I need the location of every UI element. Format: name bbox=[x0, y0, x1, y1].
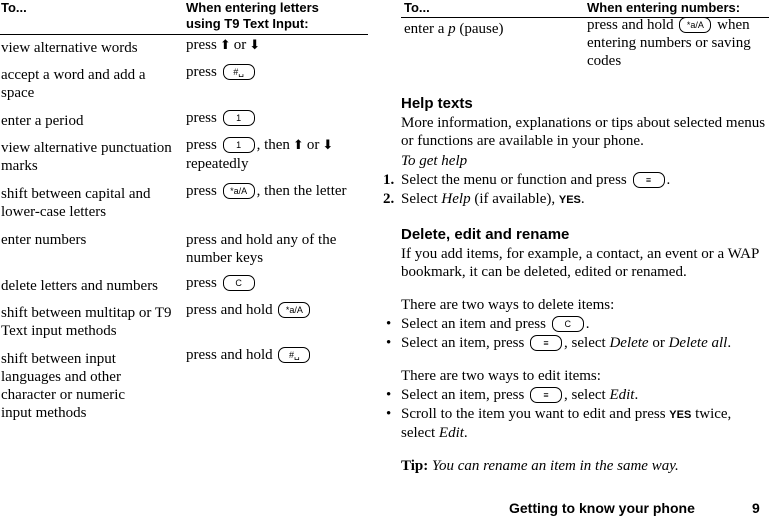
row-how-5: press *a/A , then the letter bbox=[186, 183, 347, 199]
help-intro: More information, explanations or tips about selected menus or functions are available in your phone. bbox=[401, 115, 766, 149]
left-header-to: To... bbox=[1, 0, 27, 15]
edit-ways-intro: There are two ways to edit items: bbox=[401, 368, 601, 384]
row-how-8: press and hold *a/A bbox=[186, 301, 366, 319]
row-how-2: press #␣ bbox=[186, 63, 366, 81]
bullet: • bbox=[386, 316, 392, 332]
left-header-rule bbox=[0, 34, 368, 35]
clear-key-icon: C bbox=[552, 316, 584, 332]
bullet: • bbox=[386, 335, 392, 351]
delete-intro: If you add items, for example, a contact, an event or a WAP bookmark, it can be deleted, edited or renamed. bbox=[401, 246, 759, 280]
menu-key-icon: ≡ bbox=[633, 172, 665, 188]
up-arrow-icon: ⬆ bbox=[292, 138, 304, 153]
up-arrow-icon: ⬆ bbox=[219, 38, 231, 53]
clear-key-icon: C bbox=[223, 275, 255, 291]
page-number: 9 bbox=[752, 500, 760, 516]
down-arrow-icon: ⬇ bbox=[249, 38, 261, 53]
one-key-icon: 1 bbox=[223, 110, 255, 126]
delete-way-1: Select an item and press C . bbox=[401, 316, 590, 332]
edit-way-1: Select an item, press ≡ , select Edit. bbox=[401, 387, 639, 403]
row-task-1: view alternative words bbox=[1, 40, 138, 56]
right-header-to: To... bbox=[404, 0, 430, 15]
footer-section-title: Getting to know your phone bbox=[509, 500, 695, 516]
help-step1: Select the menu or function and press ≡ . bbox=[401, 172, 671, 188]
edit-way-2: Scroll to the item you want to edit and press YES twice, select Edit. bbox=[401, 406, 732, 441]
right-row-how: press and hold *a/A when entering numbers or saving codes bbox=[587, 17, 751, 69]
delete-way-2: Select an item, press ≡ , select Delete or Delete all. bbox=[401, 335, 732, 351]
tip: Tip: You can rename an item in the same way. bbox=[401, 458, 679, 474]
help-subtitle: To get help bbox=[401, 153, 468, 169]
row-task-2: accept a word and add a space bbox=[1, 67, 146, 101]
help-title: Help texts bbox=[401, 95, 473, 112]
hash-key-icon: #␣ bbox=[223, 64, 255, 80]
menu-key-icon: ≡ bbox=[530, 335, 562, 351]
hash-key-icon: #␣ bbox=[278, 347, 310, 363]
yes-key-label: YES bbox=[558, 194, 581, 206]
bullet: • bbox=[386, 406, 392, 422]
row-task-7: delete letters and numbers bbox=[1, 278, 159, 294]
help-step1-num: 1. bbox=[383, 172, 395, 188]
help-step2: Select Help (if available), YES. bbox=[401, 191, 585, 207]
row-task-3: enter a period bbox=[1, 113, 84, 129]
row-task-5: shift between capital and lower-case letters bbox=[1, 186, 151, 220]
right-row-task: enter a p (pause) bbox=[404, 21, 504, 37]
right-header-when: When entering numbers: bbox=[587, 0, 741, 15]
row-how-3: press 1 bbox=[186, 109, 366, 127]
down-arrow-icon: ⬇ bbox=[322, 138, 334, 153]
row-how-9: press and hold #␣ bbox=[186, 346, 366, 364]
row-how-7: press C bbox=[186, 274, 366, 292]
row-how-1: press ⬆ or ⬇ bbox=[186, 37, 261, 53]
row-task-4: view alternative punctuation marks bbox=[1, 140, 172, 174]
row-task-6: enter numbers bbox=[1, 232, 87, 248]
row-task-8: shift between multitap or T9 Text input methods bbox=[1, 305, 172, 339]
star-key-icon: *a/A bbox=[278, 302, 310, 318]
help-step2-num: 2. bbox=[383, 191, 395, 207]
star-key-icon: *a/A bbox=[223, 183, 255, 199]
menu-key-icon: ≡ bbox=[530, 387, 562, 403]
delete-title: Delete, edit and rename bbox=[401, 226, 570, 243]
row-how-4: press 1 , then ⬆ or ⬇ repeatedly bbox=[186, 137, 334, 172]
row-how-6: press and hold any of the number keys bbox=[186, 232, 337, 266]
bullet: • bbox=[386, 387, 392, 403]
star-key-icon: *a/A bbox=[679, 17, 711, 33]
one-key-icon: 1 bbox=[223, 137, 255, 153]
left-header-when: When entering letters using T9 Text Input: bbox=[186, 0, 319, 31]
delete-ways-intro: There are two ways to delete items: bbox=[401, 297, 615, 313]
yes-key-label: YES bbox=[669, 409, 692, 421]
row-task-9: shift between input languages and other character or numeric input methods bbox=[1, 351, 126, 421]
